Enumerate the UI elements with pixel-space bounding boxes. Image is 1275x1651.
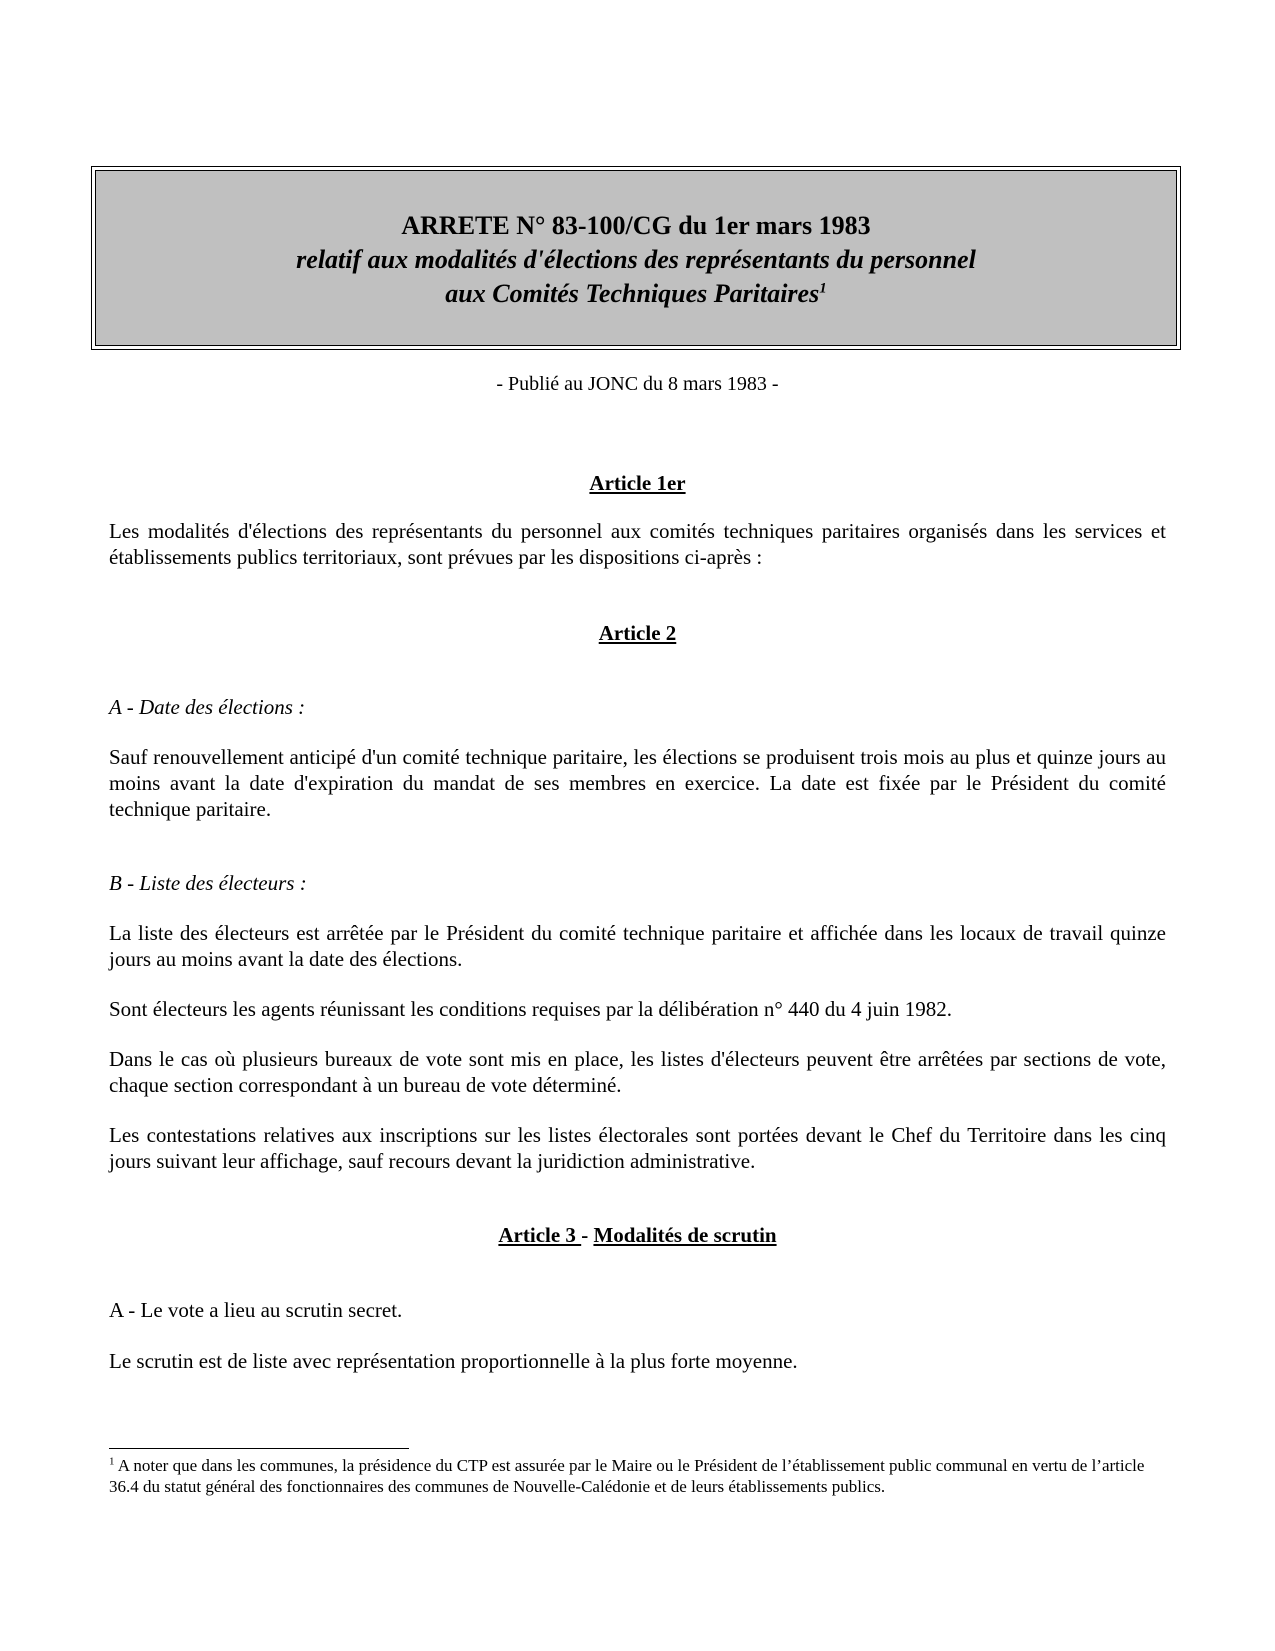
- footnote: [109, 1455, 1166, 1497]
- section-a-title: A - Date des élections :: [109, 695, 306, 719]
- article-2-heading: [0, 620, 1275, 646]
- article-1-heading: [0, 470, 1275, 496]
- publication-note: - Publié au JONC du 8 mars 1983 -: [496, 373, 779, 395]
- footnote-number: 1: [109, 1455, 115, 1468]
- section-b-title: B - Liste des électeurs :: [109, 871, 307, 895]
- document-subtitle-line1: relatif aux modalités d'élections des représentants du personnel: [296, 245, 976, 274]
- document-subtitle-line2: [96, 277, 1176, 311]
- footnote-text: A noter que dans les communes, la présidence du CTP est assurée par le Maire ou le Président de l’établissement public communal en vertu de l’article 36.4 du statut général des fonctionnaires des communes de Nouvelle-Calédonie et de leurs établissements publics.: [109, 1456, 1145, 1496]
- footnote-reference[interactable]: 1: [819, 280, 827, 297]
- article-3-heading-part1: Article 3: [498, 1223, 582, 1247]
- article-1-heading-text: Article 1er: [589, 471, 686, 495]
- article-3-heading-separator: -: [581, 1223, 589, 1247]
- article-1-text: Les modalités d'élections des représentants du personnel aux comités techniques paritaires organisés dans les services et établissements publics territoriaux, sont prévues par les dispositions ci-après :: [109, 519, 1166, 569]
- section-a-text: Sauf renouvellement anticipé d'un comité technique paritaire, les élections se produisent trois mois au plus et quinze jours au moins avant la date d'expiration du mandat de ses membres en exercice. La date est fixée par le Président du comité technique paritaire.: [109, 745, 1166, 821]
- article-3-paragraph-1: A - Le vote a lieu au scrutin secret.: [109, 1298, 403, 1322]
- subtitle-line2-text: aux Comités Techniques Paritaires: [445, 279, 820, 308]
- footnote-separator: [109, 1448, 409, 1449]
- section-b-paragraph-2: Sont électeurs les agents réunissant les conditions requises par la délibération n° 440 du 4 juin 1982.: [109, 997, 952, 1021]
- article-3-heading: [0, 1222, 1275, 1248]
- article-2-heading-text: Article 2: [598, 621, 677, 645]
- section-b-paragraph-4: Les contestations relatives aux inscriptions sur les listes électorales sont portées devant le Chef du Territoire dans les cinq jours suivant leur affichage, sauf recours devant la juridiction administrative.: [109, 1123, 1166, 1173]
- section-b-paragraph-3: Dans le cas où plusieurs bureaux de vote sont mis en place, les listes d'électeurs peuvent être arrêtées par sections de vote, chaque section correspondant à un bureau de vote déterminé.: [109, 1047, 1166, 1097]
- title-box: [95, 170, 1177, 346]
- article-3-paragraph-2: Le scrutin est de liste avec représentation proportionnelle à la plus forte moyenne.: [109, 1349, 798, 1373]
- section-b-paragraph-1: La liste des électeurs est arrêtée par le Président du comité technique paritaire et affichée dans les locaux de travail quinze jours au moins avant la date des élections.: [109, 921, 1166, 971]
- article-3-heading-part2: Modalités de scrutin: [593, 1223, 777, 1247]
- document-title: ARRETE N° 83-100/CG du 1er mars 1983: [401, 211, 871, 240]
